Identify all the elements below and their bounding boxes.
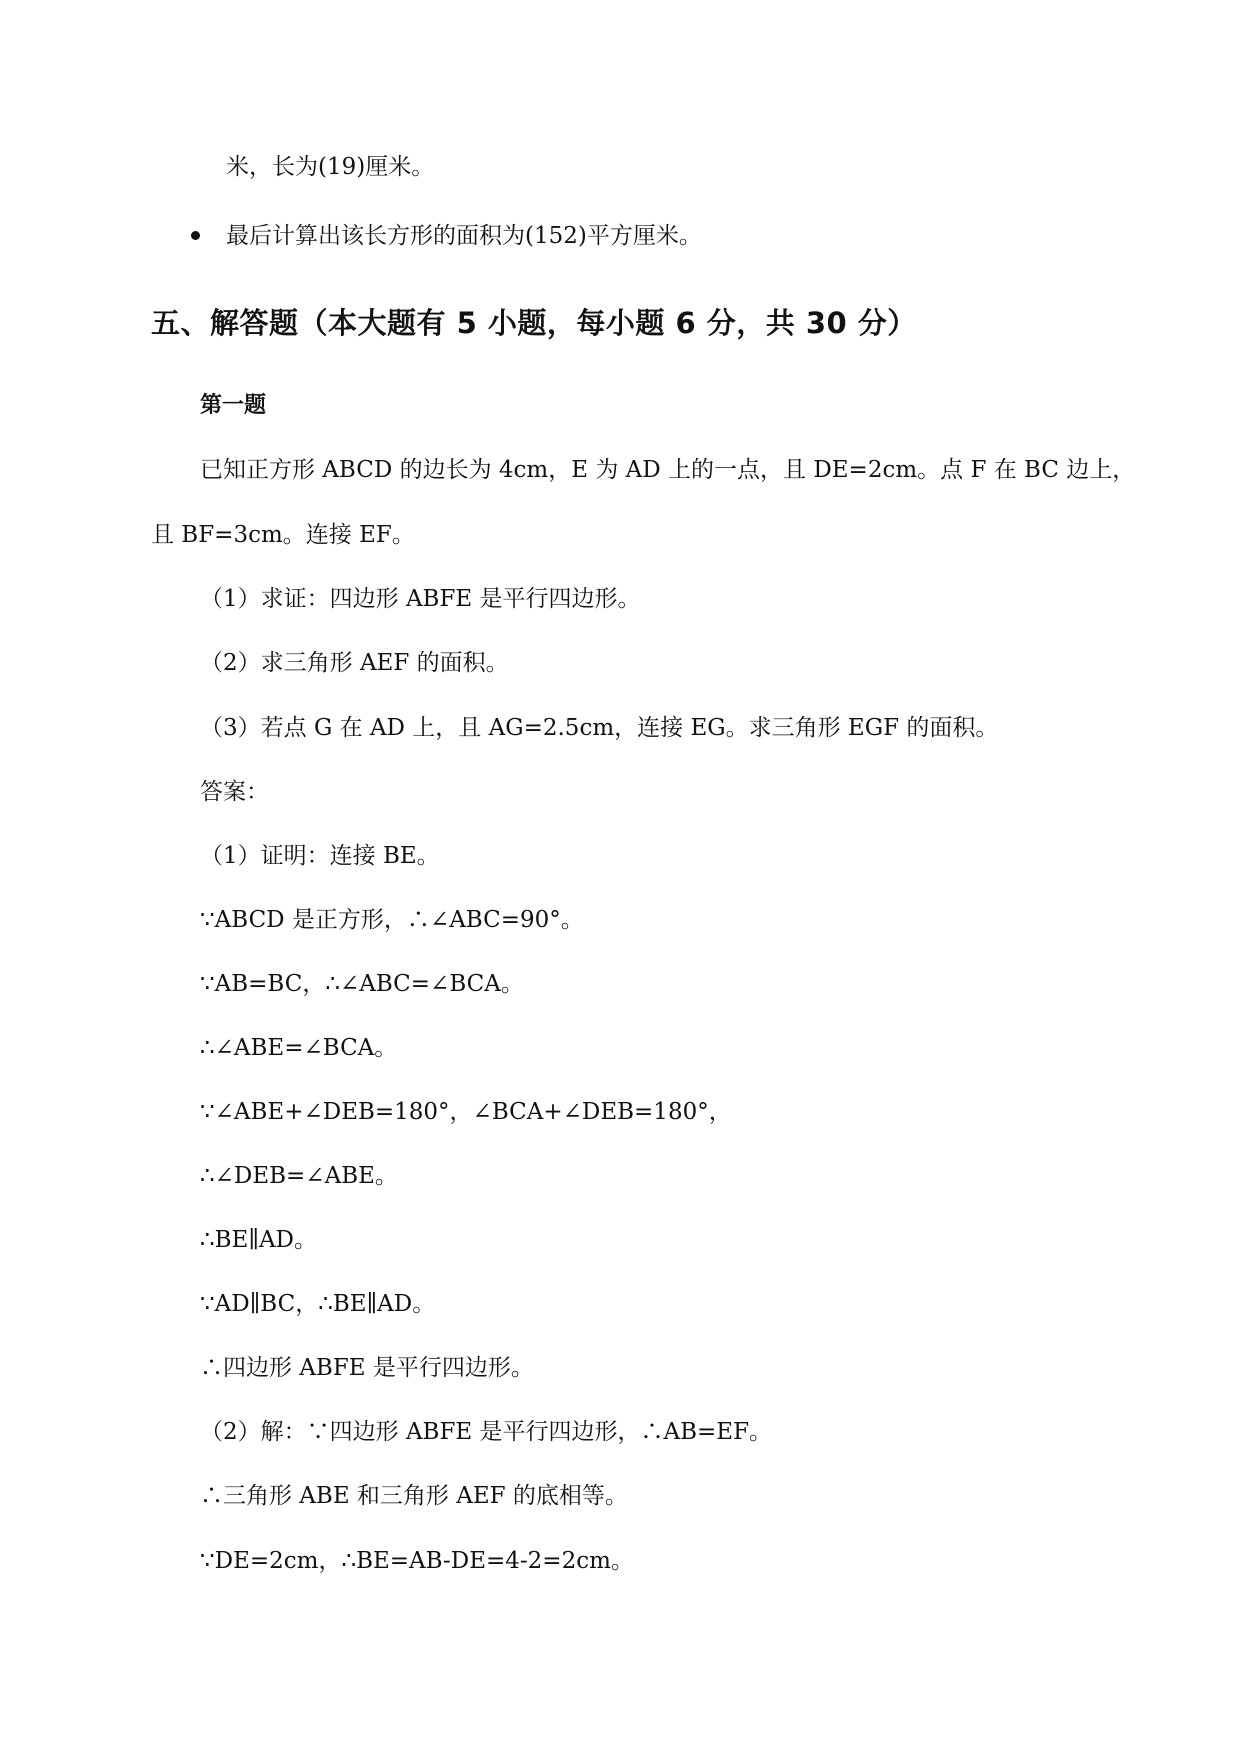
- answer-line: （1）证明：连接 BE。: [200, 843, 440, 869]
- answer-line: ∴BE∥AD。: [200, 1227, 317, 1253]
- answer-line: ∵ABCD 是正方形，∴∠ABC=90°。: [200, 907, 584, 933]
- answer-label: 答案：: [200, 779, 269, 805]
- question-heading: 第一题: [200, 393, 267, 418]
- answer-line: ∴∠DEB=∠ABE。: [200, 1163, 398, 1189]
- section-title: 五、解答题（本大题有 5 小题，每小题 6 分，共 30 分）: [151, 306, 917, 340]
- question-stem-line-2: 且 BF=3cm。连接 EF。: [151, 522, 415, 548]
- bullet-icon: [191, 231, 200, 240]
- list-item-last: 最后计算出该长方形的面积为(152)平方厘米。: [226, 223, 702, 249]
- question-part-2: （2）求三角形 AEF 的面积。: [200, 650, 509, 676]
- answer-line: （2）解：∵四边形 ABFE 是平行四边形，∴AB=EF。: [200, 1419, 773, 1445]
- answer-line: ∵DE=2cm，∴BE=AB-DE=4-2=2cm。: [200, 1548, 634, 1574]
- answer-line: ∴∠ABE=∠BCA。: [200, 1035, 398, 1061]
- answer-line: ∴三角形 ABE 和三角形 AEF 的底相等。: [200, 1483, 628, 1509]
- answer-line: ∵∠ABE+∠DEB=180°，∠BCA+∠DEB=180°，: [200, 1099, 732, 1125]
- answer-line: ∴四边形 ABFE 是平行四边形。: [200, 1355, 534, 1381]
- answer-line: ∵AD∥BC，∴BE∥AD。: [200, 1291, 436, 1317]
- question-part-1: （1）求证：四边形 ABFE 是平行四边形。: [200, 586, 641, 612]
- list-item-continuation: 米，长为(19)厘米。: [226, 154, 435, 180]
- question-stem-line-1: 已知正方形 ABCD 的边长为 4cm，E 为 AD 上的一点，且 DE=2cm。点 F 在 BC 边上，: [200, 457, 1136, 483]
- answer-line: ∵AB=BC，∴∠ABC=∠BCA。: [200, 971, 524, 997]
- question-part-3: （3）若点 G 在 AD 上，且 AG=2.5cm，连接 EG。求三角形 EGF 的面积。: [200, 715, 999, 741]
